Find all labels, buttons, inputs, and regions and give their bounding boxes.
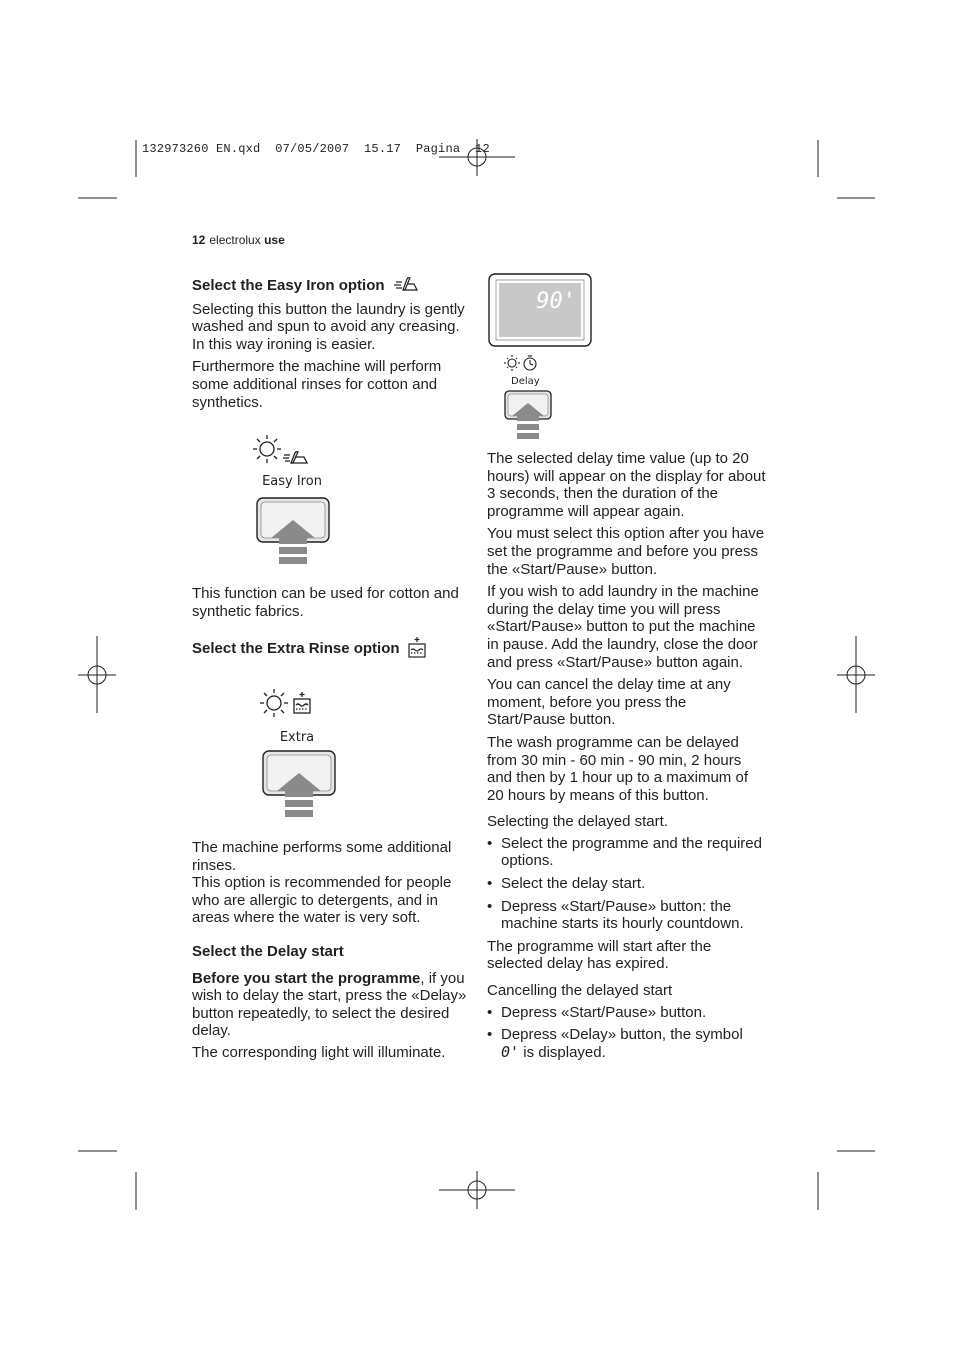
delay-details-text xyxy=(487,450,767,1061)
list-item: • Select the programme and the required options. xyxy=(487,835,767,870)
delay-detail-paragraph-2: You must select this option after you have set the programme and before you press the «Start/Pause» button. xyxy=(487,525,765,578)
display-value: 90' xyxy=(536,289,576,314)
extra-rinse-paragraph-1b: This option is recommended for people who are allergic to detergents, and in areas where the water is very soft. xyxy=(192,874,452,927)
extra-rinse-paragraph-1a: The machine performs some additional rinses. xyxy=(192,839,452,874)
delay-heading: Select the Delay start xyxy=(192,943,344,960)
easy-iron-note xyxy=(192,585,472,620)
list-item: • Depress «Start/Pause» button: the machine starts its hourly countdown. xyxy=(487,898,767,933)
extra-rinse-icon xyxy=(407,636,427,658)
programme-display xyxy=(487,272,593,348)
easy-iron-button-label: Easy Iron xyxy=(262,474,322,489)
running-head xyxy=(192,233,285,247)
delay-button[interactable] xyxy=(503,389,553,443)
cancelling-steps-list xyxy=(487,1004,767,1062)
delay-paragraph-1: Before you start the programme, if you wish to delay the start, press the «Delay» button repeatedly, to select the desired delay. xyxy=(192,969,467,1040)
brand-name: electrolux xyxy=(209,233,261,247)
extra-rinse-heading-row xyxy=(192,636,472,658)
easy-iron-indicator-icons xyxy=(252,433,310,469)
easy-iron-icon xyxy=(393,276,419,292)
selecting-steps-list xyxy=(487,835,767,933)
easy-iron-paragraph-3: This function can be used for cotton and synthetic fabrics. xyxy=(192,585,459,620)
list-item: • Depress «Start/Pause» button. xyxy=(487,1004,767,1022)
delay-detail-paragraph-4: You can cancel the delay time at any moment, before you press the Start/Pause button. xyxy=(487,676,731,729)
page-number: 12 xyxy=(192,233,206,247)
delay-section-text xyxy=(192,943,474,1062)
zero-delay-symbol: 0' xyxy=(501,1042,520,1061)
list-item: • Depress «Delay» button, the symbol 0' is displayed. xyxy=(487,1026,767,1061)
delay-detail-paragraph-1: The selected delay time value (up to 20 hours) will appear on the display for about 3 seconds, then the duration of the programme will appear again. xyxy=(487,450,766,520)
delay-paragraph-2: The corresponding light will illuminate. xyxy=(192,1043,446,1061)
easy-iron-button[interactable] xyxy=(255,496,331,572)
delay-detail-paragraph-5: The wash programme can be delayed from 30 min - 60 min - 90 min, 2 hours and then by 1 hour up to a maximum of 20 hours by means of this button. xyxy=(487,733,748,804)
delay-detail-paragraph-3: If you wish to add laundry in the machine during the delay time you will press «Start/Pause» button to put the machine in pause. Add the laundry, close the door and press «Start/Pause» button again. xyxy=(487,583,759,671)
selecting-delayed-start-intro: Selecting the delayed start. xyxy=(487,813,668,831)
extra-rinse-text xyxy=(192,839,474,927)
extra-rinse-heading: Select the Extra Rinse option xyxy=(192,636,472,658)
list-item: • Select the delay start. xyxy=(487,875,767,893)
easy-iron-section-text xyxy=(192,276,472,411)
cancelling-delayed-start-intro: Cancelling the delayed start xyxy=(487,982,673,1000)
section-name: use xyxy=(264,233,285,247)
easy-iron-paragraph-1: Selecting this button the laundry is gently washed and spun to avoid any creasing. In this way ironing is easier. xyxy=(192,300,465,353)
easy-iron-heading: Select the Easy Iron option xyxy=(192,276,472,295)
file-slug: 132973260 EN.qxd 07/05/2007 15.17 Pagina 12 xyxy=(142,142,490,156)
extra-button[interactable] xyxy=(261,749,337,825)
extra-button-label: Extra xyxy=(279,730,315,745)
delay-detail-paragraph-6: The programme will start after the selected delay has expired. xyxy=(487,937,712,973)
delay-button-label: Delay xyxy=(511,376,540,387)
extra-indicator-icons xyxy=(258,687,316,721)
easy-iron-paragraph-2: Furthermore the machine will perform some additional rinses for cotton and synthetics. xyxy=(192,358,442,411)
delay-indicator-icons xyxy=(504,354,538,372)
